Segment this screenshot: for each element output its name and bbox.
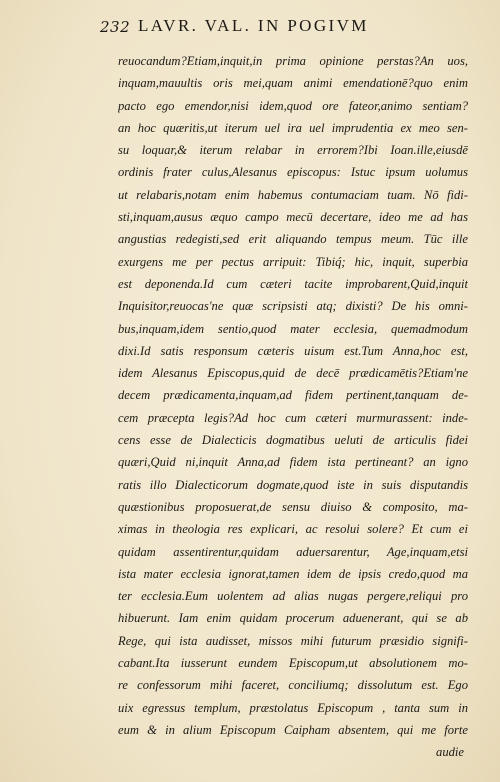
text-line: est deponenda.Id cum cæteri tacite improbarent,Quid,inquit [118,276,468,291]
text-line: Rege, qui ista audisset, missos mihi futurum præsidio signifi- [118,633,468,648]
text-line: Inquisitor,reuocas'ne quæ scripsisti atq; dixisti? De his omni- [118,299,468,314]
text-line: ter ecclesia.Eum uolentem ad alias nugas pergere,reliqui pro [118,589,468,604]
text-line: quidam assentirentur,quidam aduersarentur, Age,inquam,etsi [118,544,468,559]
text-line: idem Alesanus Episcopus,quid de decē prædicamētis?Etiam'ne [118,366,468,381]
text-line: decem prædicamenta,inquam,ad fidem pertinent,tanquam de- [118,388,468,403]
catchword: audie [436,745,464,760]
page-number: 232 [100,18,131,36]
text-line: quæstionibus proposuerat,de sensu diuiso & composito, ma- [118,499,468,514]
text-line: cens esse de Dialecticis dogmatibus ueluti de articulis fidei [118,433,468,448]
text-line: su loquar,& iterum relabar in errorem?Ibi Ioan.ille,eiusdē [118,143,468,158]
text-line: ratis illo Dialecticorum dogmate,quod iste in suis disputandis [118,477,468,492]
text-line: inquam,mauultis oris mei,quam animi emendationē?quo enim [118,76,468,91]
text-line: an hoc quæritis,ut iterum uel ira uel imprudentia ex meo sen- [118,120,468,135]
text-line: bus,inquam,idem sentio,quod mater ecclesia, quemadmodum [118,321,468,336]
text-line: eum & in alium Episcopum Caipham absentem, qui me forte [118,722,468,737]
running-title: LAVR. VAL. IN POGIVM [138,16,369,35]
text-line: ximas in theologia res explicari, ac resolui solere? Et cum ei [118,522,468,537]
text-line: angustias redegisti,sed erit aliquando tempus meum. Tūc ille [118,232,468,247]
text-line: ordinis frater culus,Alesanus episcopus: Istuc ipsum uolumus [118,165,468,180]
text-line: hibuerunt. Iam enim quidam procerum aduenerant, qui se ab [118,611,468,626]
text-line: exurgens me per pectus arripuit: Tibiq́; hic, inquit, superbia [118,254,468,269]
text-line: cem præcepta legis?Ad hoc cum cæteri murmurassent: inde- [118,410,468,425]
text-line: re confessorum mihi faceret, conciliumq; dissolutum est. Ego [118,678,468,693]
text-line: pacto ego emendor,nisi idem,quod ore fateor,animo sentiam? [118,98,468,113]
text-line: reuocandum?Etiam,inquit,in prima opinione perstas?An uos, [118,54,468,68]
text-line: ut relabaris,notam enim habemus contumaciam tuam. Nō fidi- [118,187,468,202]
text-line: dixi.Id satis responsum cæteris uisum est.Tum Anna,hoc est, [118,343,468,358]
text-line: cabant.Ita iusserunt eundem Episcopum,ut absolutionem mo- [118,656,468,671]
body-text [118,50,468,764]
text-line: uix egressus templum, præstolatus Episcopum , tanta sum in [118,700,468,715]
text-line: quæri,Quid ni,inquit Anna,ad fidem ista pertineant? an igno [118,455,468,470]
text-line: ista mater ecclesia ignorat,tamen idem de ipsis credo,quod ma [118,566,468,581]
text-line: sti,inquam,ausus æquo campo mecū decertare, ideo me ad has [118,210,468,225]
page-header [100,14,460,40]
